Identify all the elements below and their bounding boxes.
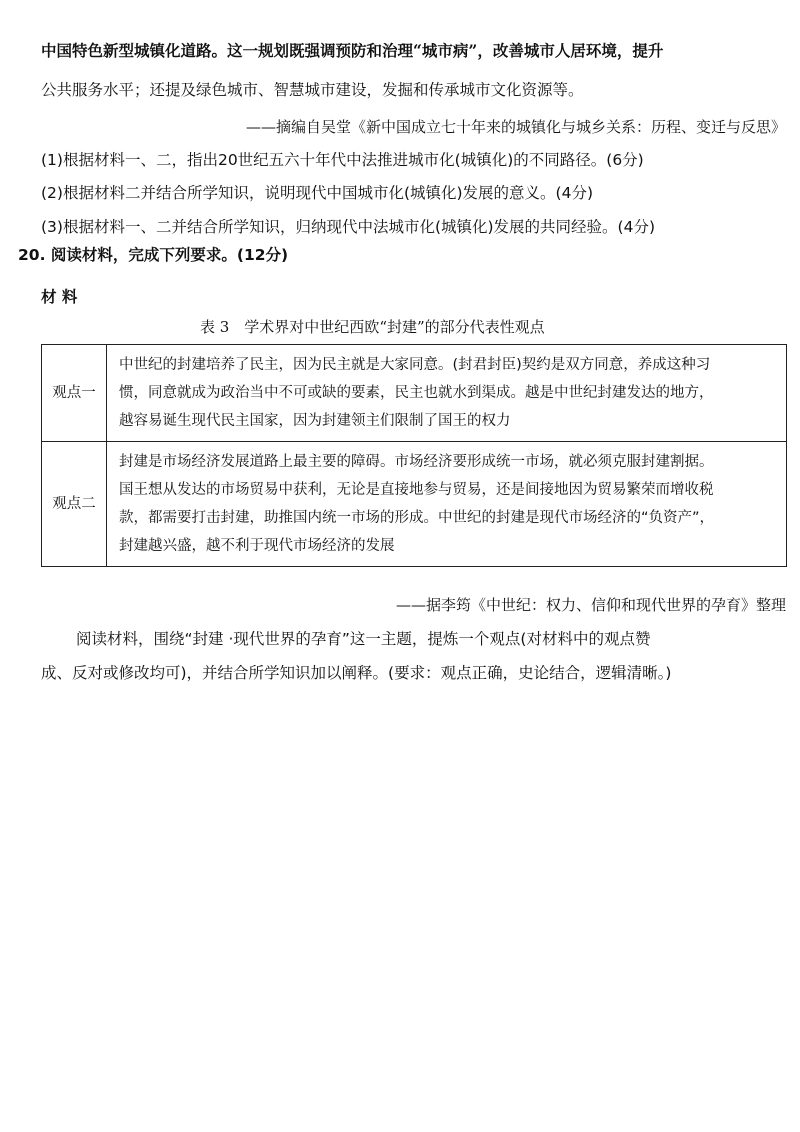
material-label: 材 料 [41,288,78,306]
task-line-1: 阅读材料，围绕“封建 ·现代世界的孕育”这一主题，提炼一个观点(对材料中的观点赞 [76,630,651,648]
row-content [107,345,787,442]
row-text-line: 越容易诞生现代民主国家，因为封建领主们限制了国王的权力 [119,413,511,429]
row-text-line: 国王想从发达的市场贸易中获利，无论是直接地参与贸易，还是间接地因为贸易繁荣而增收税 [119,482,714,498]
table-row [42,345,787,442]
intro-line-2: 公共服务水平；还提及绿色城市、智慧城市建设，发掘和传承城市文化资源等。 [41,81,584,99]
q20-heading: 20. 阅读材料，完成下列要求。(12分) [18,246,289,264]
task-line-2: 成、反对或修改均可)，并结合所学知识加以阐释。(要求：观点正确，史论结合，逻辑清晰。) [41,664,672,682]
question-1: (1)根据材料一、二，指出20世纪五六十年代中法推进城市化(城镇化)的不同路径。(6分) [41,151,644,169]
row-text-line: 惯，同意就成为政治当中不可或缺的要素，民主也就水到渠成。越是中世纪封建发达的地方， [119,385,714,401]
intro-line-1: 中国特色新型城镇化道路。这一规划既强调预防和治理“城市病”，改善城市人居环境，提升 [41,41,664,60]
table-caption: 表 3 学术界对中世纪西欧“封建”的部分代表性观点 [200,318,545,336]
row-text-line: 封建越兴盛，越不利于现代市场经济的发展 [119,538,395,554]
row-text-line: 封建是市场经济发展道路上最主要的障碍。市场经济要形成统一市场，就必须克服封建割据。 [119,454,714,470]
row-text-line: 款，都需要打击封建，助推国内统一市场的形成。中世纪的封建是现代市场经济的“负资产”， [119,510,715,526]
row-label: 观点二 [42,442,107,567]
row-text-line: 中世纪的封建培养了民主，因为民主就是大家同意。(封君封臣)契约是双方同意，养成这种习 [119,357,711,373]
question-2: (2)根据材料二并结合所学知识，说明现代中国城市化(城镇化)发展的意义。(4分) [41,184,594,202]
intro-source: ——摘编自吴堂《新中国成立七十年来的城镇化与城乡关系：历程、变迁与反思》 [245,118,786,136]
table-row [42,442,787,567]
row-content [107,442,787,567]
viewpoints-table [41,344,787,567]
row-label: 观点一 [42,345,107,442]
question-3: (3)根据材料一、二并结合所学知识，归纳现代中法城市化(城镇化)发展的共同经验。(4分) [41,218,656,236]
table-source: ——据李筠《中世纪：权力、信仰和现代世界的孕育》整理 [395,596,786,614]
